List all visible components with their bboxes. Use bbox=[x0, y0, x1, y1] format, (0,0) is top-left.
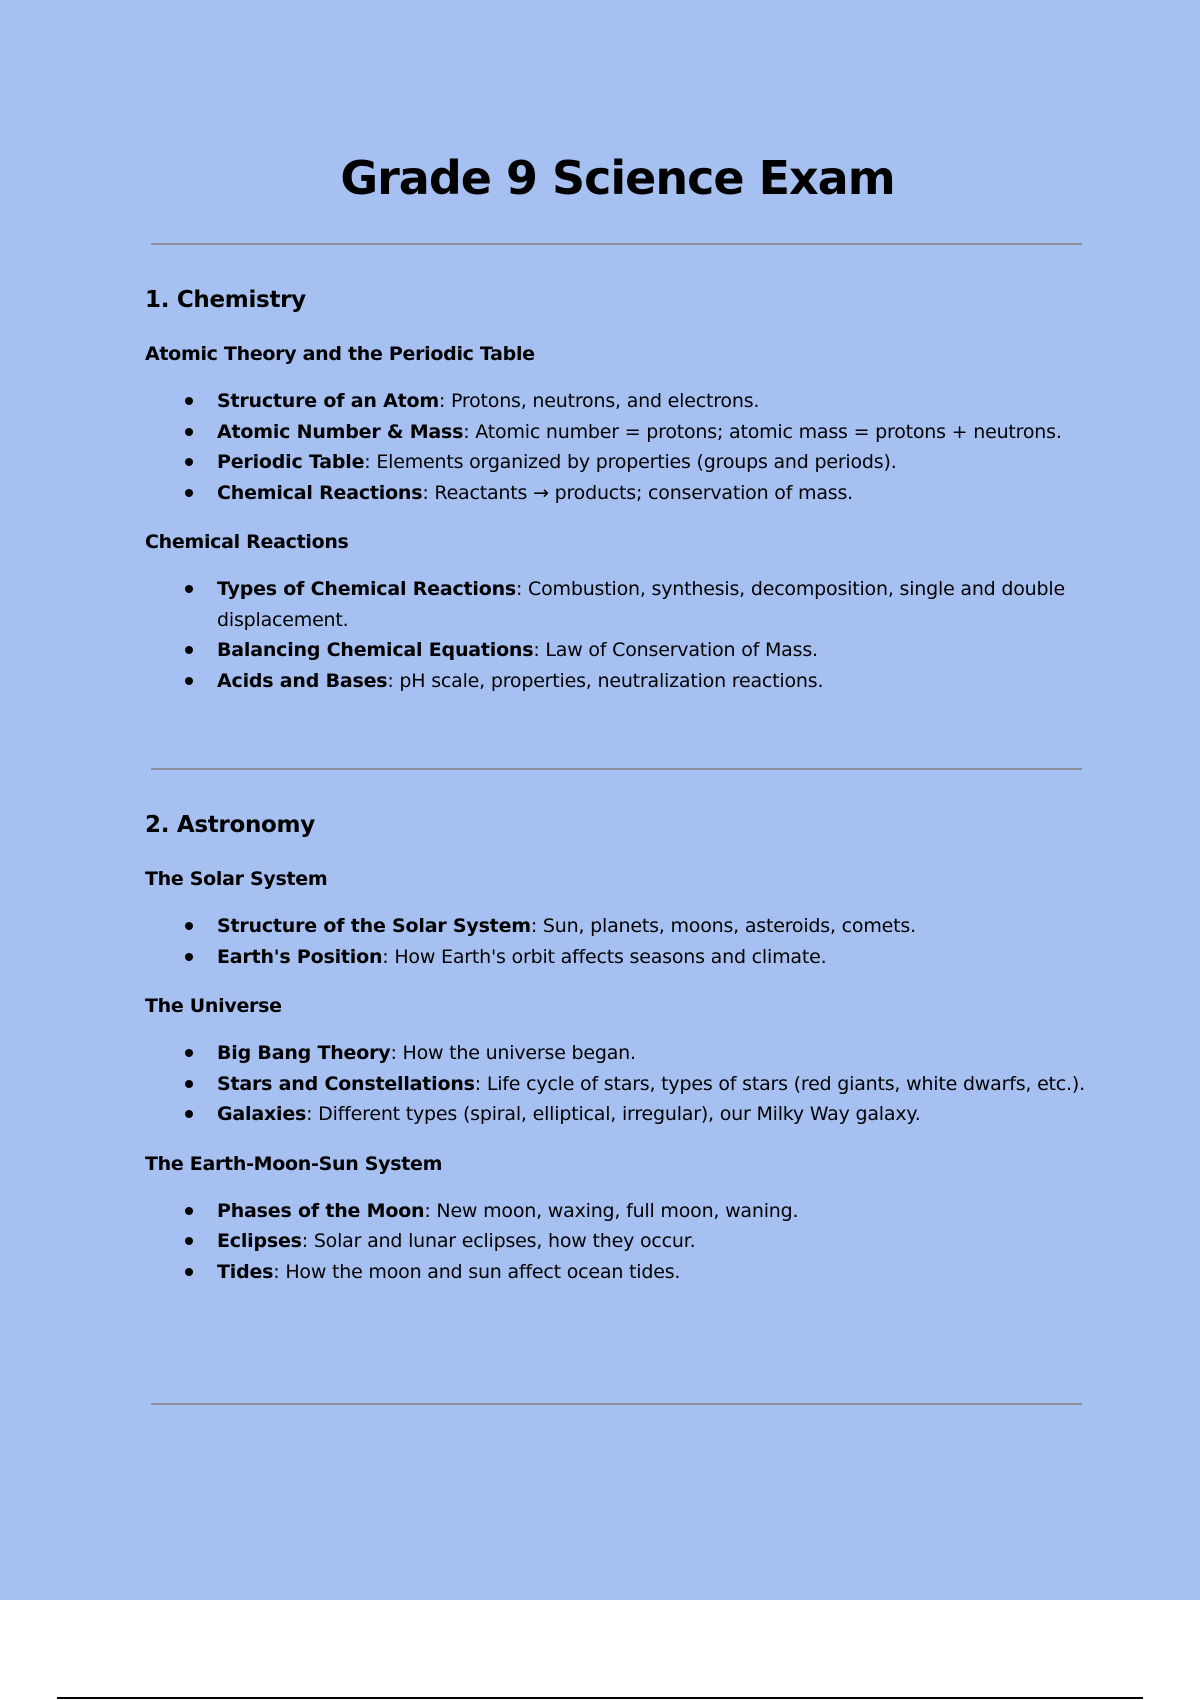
list-item bbox=[145, 635, 1090, 666]
item-term: Tides bbox=[217, 1260, 274, 1283]
list-item bbox=[145, 478, 1090, 509]
subsection-heading: The Universe bbox=[145, 995, 282, 1017]
item-text: : How Earth's orbit affects seasons and climate. bbox=[382, 945, 827, 968]
bullet-icon bbox=[185, 1268, 193, 1276]
bullet-icon bbox=[185, 1207, 193, 1215]
subsection-heading: Atomic Theory and the Periodic Table bbox=[145, 343, 535, 365]
item-term: Structure of the Solar System bbox=[217, 915, 531, 937]
bullet-icon bbox=[185, 1049, 193, 1057]
bullet-icon bbox=[185, 1080, 193, 1088]
page-bottom-rule bbox=[57, 1697, 1143, 1699]
list-item bbox=[145, 666, 1090, 697]
bullet-icon bbox=[185, 1237, 193, 1245]
bullet-icon bbox=[185, 922, 193, 930]
item-term: Stars and Constellations bbox=[217, 1072, 475, 1095]
subsection-heading: Chemical Reactions bbox=[145, 531, 349, 553]
bullet-icon bbox=[185, 397, 193, 405]
section-heading: 2. Astronomy bbox=[145, 812, 315, 838]
item-text: : Elements organized by properties (groups and periods). bbox=[364, 451, 897, 473]
list-item bbox=[145, 1257, 1090, 1288]
section-heading: 1. Chemistry bbox=[145, 287, 306, 313]
bullet-icon bbox=[185, 585, 193, 593]
item-term: Balancing Chemical Equations bbox=[217, 639, 534, 661]
bullet-icon bbox=[185, 458, 193, 466]
list-item bbox=[145, 386, 1090, 417]
item-term: Earth's Position bbox=[217, 945, 383, 968]
item-text: : pH scale, properties, neutralization reactions. bbox=[387, 669, 824, 692]
bullet-icon bbox=[185, 646, 193, 654]
item-term: Galaxies bbox=[217, 1103, 307, 1125]
bullet-icon bbox=[185, 677, 193, 685]
section-astronomy bbox=[145, 810, 1090, 1287]
item-term: Structure of an Atom bbox=[217, 390, 439, 412]
bullet-icon bbox=[185, 953, 193, 961]
subsection-heading: The Earth-Moon-Sun System bbox=[145, 1152, 443, 1175]
section-chemistry bbox=[145, 285, 1090, 696]
divider bbox=[151, 1403, 1082, 1405]
item-term: Eclipses bbox=[217, 1230, 302, 1252]
page-title: Grade 9 Science Exam bbox=[340, 151, 895, 205]
bullet-list bbox=[145, 911, 1090, 972]
bullet-list bbox=[145, 1196, 1090, 1288]
divider bbox=[151, 768, 1082, 770]
list-item bbox=[145, 1038, 1090, 1069]
bullet-icon bbox=[185, 428, 193, 436]
list-item bbox=[145, 1226, 1090, 1257]
bullet-icon bbox=[185, 489, 193, 497]
list-item bbox=[145, 1196, 1090, 1227]
bullet-icon bbox=[185, 1110, 193, 1118]
divider bbox=[151, 243, 1082, 245]
bullet-list bbox=[145, 386, 1090, 508]
item-text: : Protons, neutrons, and electrons. bbox=[438, 390, 760, 412]
list-item bbox=[145, 942, 1090, 973]
item-text: : How the universe began. bbox=[390, 1042, 636, 1064]
list-item bbox=[145, 447, 1090, 478]
subsection-heading: The Solar System bbox=[145, 868, 328, 890]
bullet-list bbox=[145, 574, 1090, 696]
item-text: : Reactants → products; conservation of mass. bbox=[422, 481, 854, 504]
item-term: Atomic Number & Mass bbox=[217, 420, 464, 443]
item-term: Big Bang Theory bbox=[217, 1042, 391, 1064]
item-text: : Sun, planets, moons, asteroids, comets. bbox=[530, 915, 916, 937]
item-text: : Combustion, synthesis, decomposition, single and double displacement. bbox=[217, 578, 1065, 631]
bullet-list bbox=[145, 1038, 1090, 1130]
item-text: : Different types (spiral, elliptical, irregular), our Milky Way galaxy. bbox=[306, 1103, 921, 1125]
list-item bbox=[145, 574, 1090, 635]
item-term: Chemical Reactions bbox=[217, 481, 423, 504]
item-term: Acids and Bases bbox=[217, 669, 388, 692]
item-text: : Law of Conservation of Mass. bbox=[533, 639, 818, 661]
list-item bbox=[145, 1069, 1090, 1100]
item-text: : New moon, waxing, full moon, waning. bbox=[424, 1199, 799, 1222]
item-term: Phases of the Moon bbox=[217, 1199, 425, 1222]
item-term: Types of Chemical Reactions bbox=[217, 578, 516, 600]
item-text: : Solar and lunar eclipses, how they occur. bbox=[301, 1230, 696, 1252]
item-term: Periodic Table bbox=[217, 451, 365, 473]
item-text: : How the moon and sun affect ocean tides. bbox=[273, 1260, 681, 1283]
item-text: : Life cycle of stars, types of stars (red giants, white dwarfs, etc.). bbox=[474, 1072, 1085, 1095]
item-text: : Atomic number = protons; atomic mass = protons + neutrons. bbox=[463, 420, 1062, 443]
list-item bbox=[145, 417, 1090, 448]
list-item bbox=[145, 1099, 1090, 1130]
list-item bbox=[145, 911, 1090, 942]
